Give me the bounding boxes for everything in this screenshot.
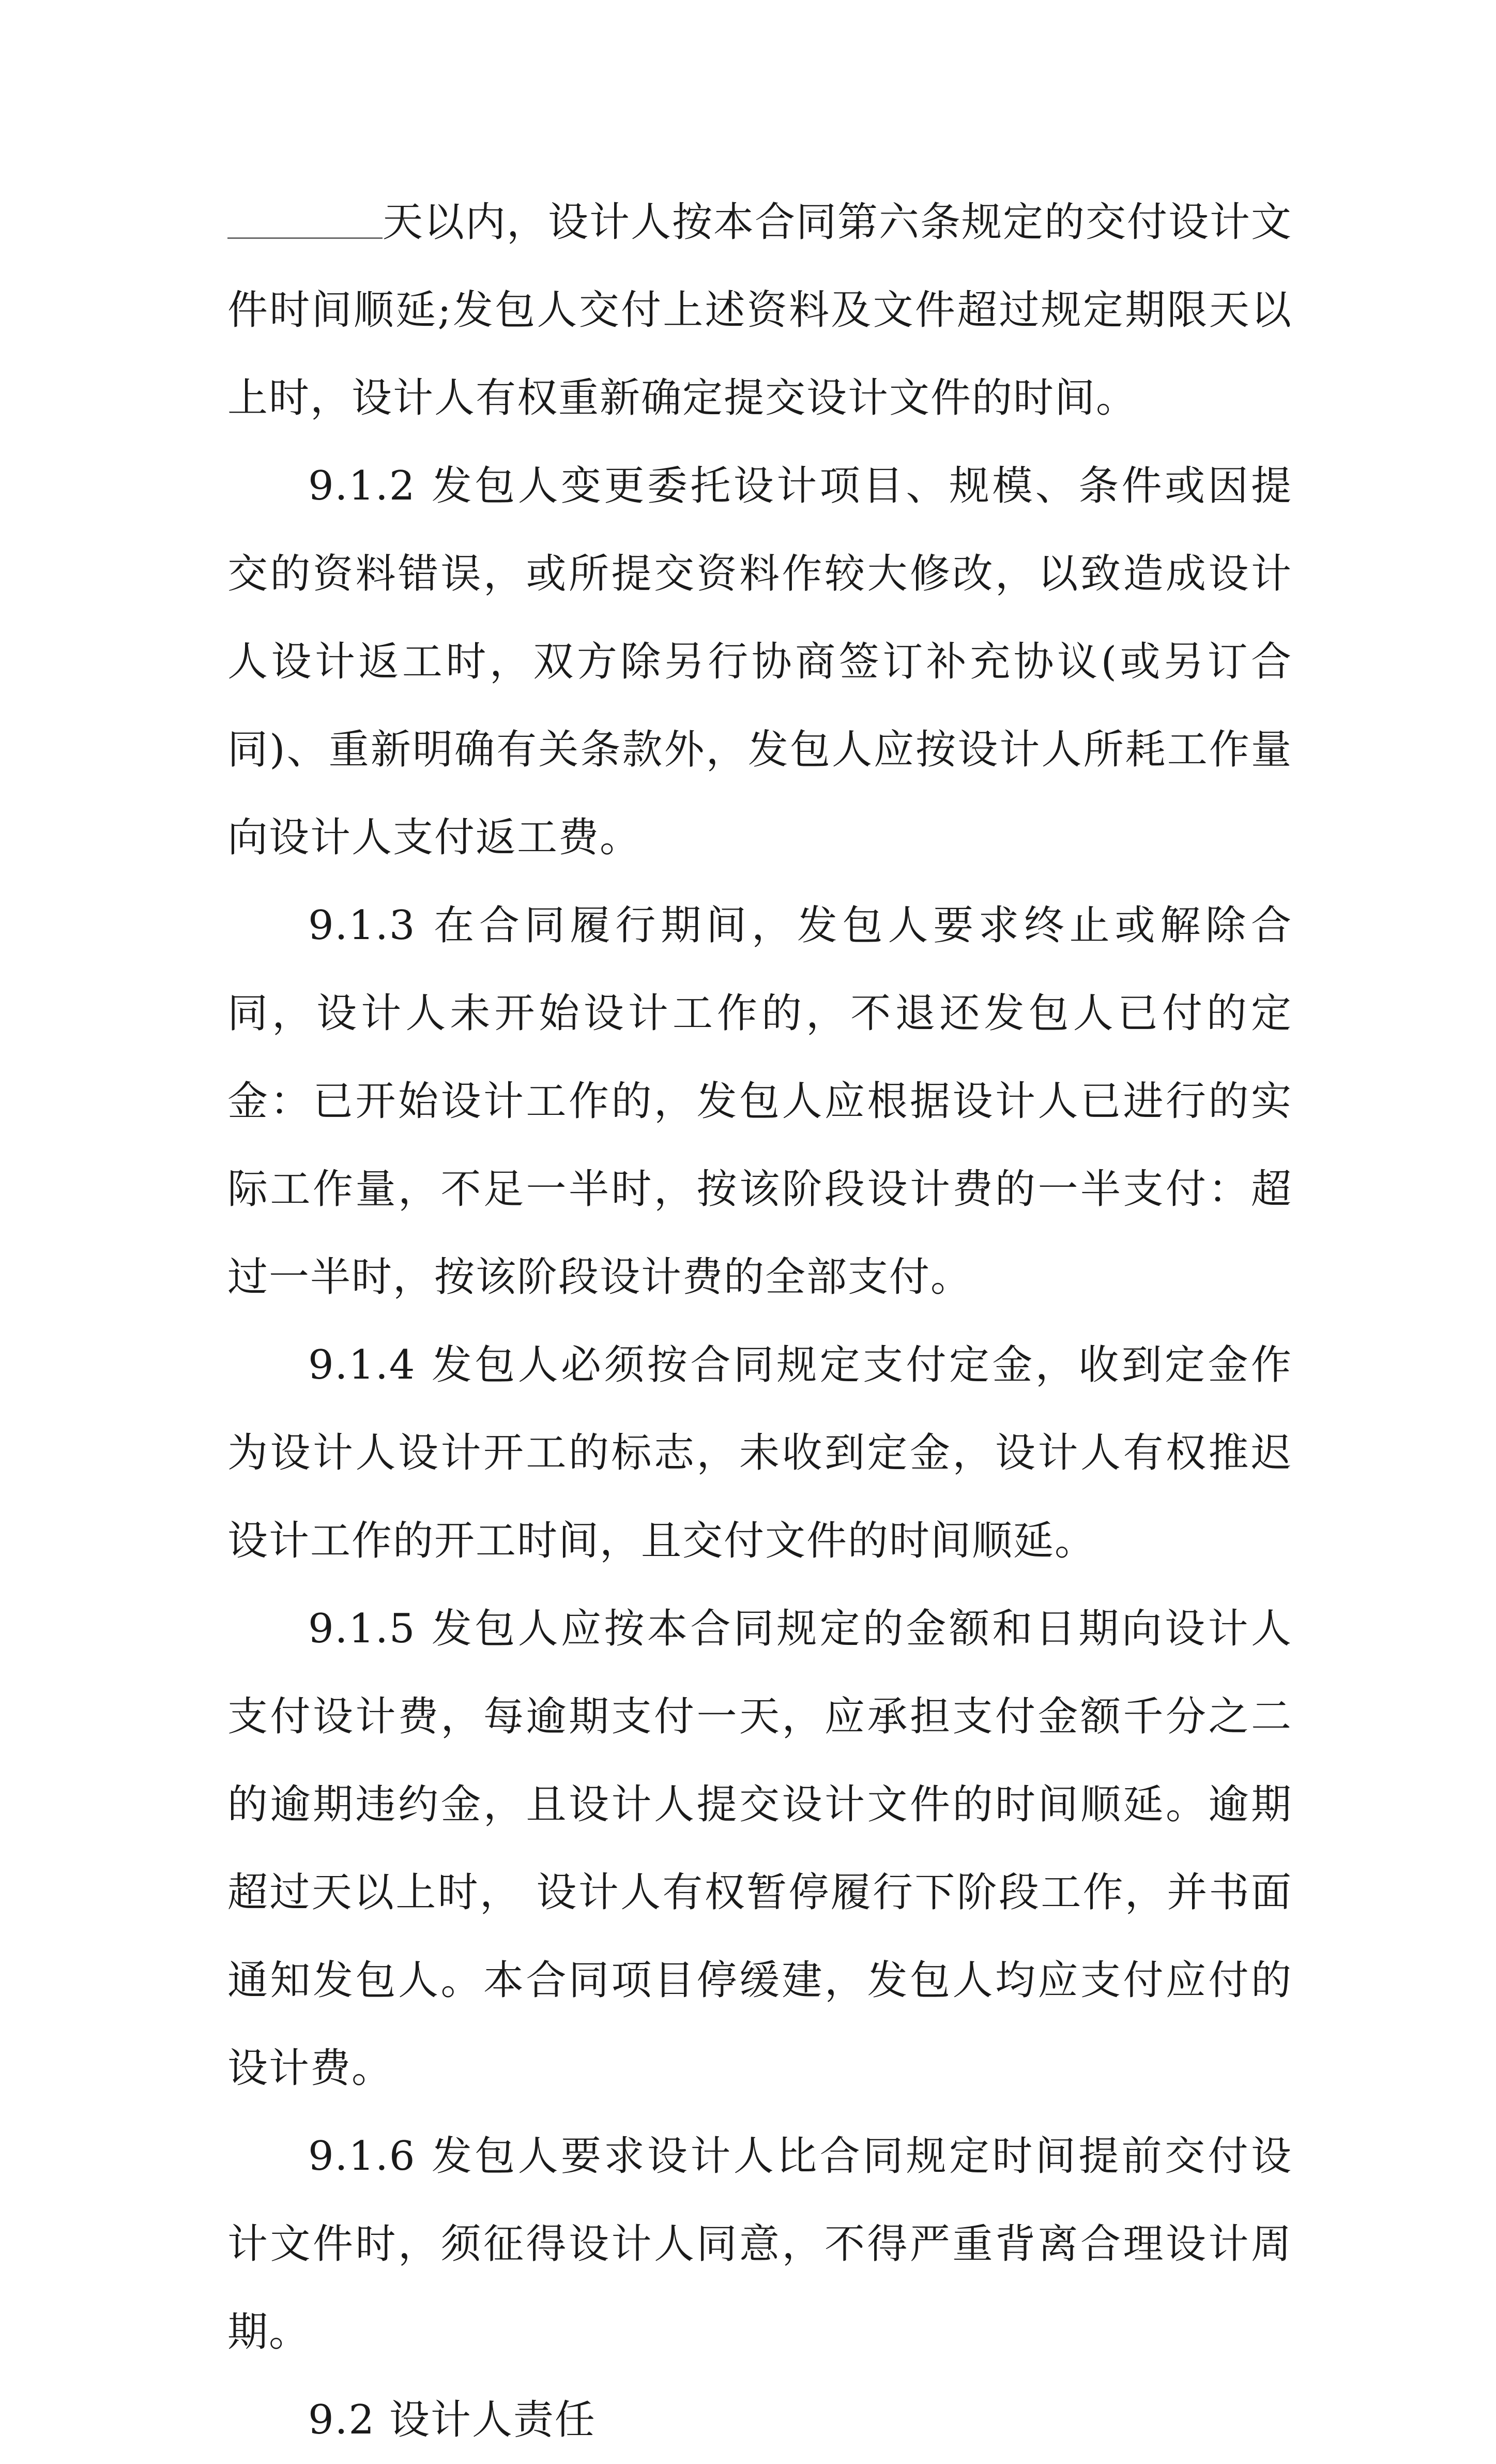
paragraph-text: 9.1.3 在合同履行期间，发包人要求终止或解除合同，设计人未开始设计工作的，不退还发包人已付的定金：已开始设计工作的，发包人应根据设计人已进行的实际工作量，不足一半时，按该阶段设计费的一半支付：超过一半时，按该阶段设计费的全部支付。 bbox=[227, 902, 1292, 1301]
paragraph-text: 9.1.6 发包人要求设计人比合同规定时间提前交付设计文件时，须征得设计人同意，不得严重背离合理设计周期。 bbox=[227, 2133, 1292, 2355]
clause-9-1-6 bbox=[227, 2112, 1292, 2376]
clause-9-1-5 bbox=[227, 1585, 1292, 2112]
clause-9-1-4 bbox=[227, 1321, 1292, 1585]
clause-9-1-2 bbox=[227, 442, 1292, 882]
clause-9-1-3 bbox=[227, 882, 1292, 1321]
paragraph-text: 天以内，设计人按本合同第六条规定的交付设计文件时间顺延;发包人交付上述资料及文件超过规定期限天以上时，设计人有权重新确定提交设计文件的时间。 bbox=[227, 199, 1293, 421]
paragraph-text: 9.2 设计人责任 bbox=[308, 2397, 596, 2443]
paragraph-text: 9.1.4 发包人必须按合同规定支付定金，收到定金作为设计人设计开工的标志，未收到定金，设计人有权推迟设计工作的开工时间，且交付文件的时间顺延。 bbox=[227, 1342, 1292, 1564]
paragraph-text: 9.1.2 发包人变更委托设计项目、规模、条件或因提交的资料错误，或所提交资料作较大修改，以致造成设计人设计返工时，双方除另行协商签订补充协议(或另订合同)、重新明确有关条款外，发包人应按设计人所耗工作量向设计人支付返工费。 bbox=[227, 463, 1292, 861]
fill-in-blank bbox=[227, 197, 383, 239]
section-heading-9-2 bbox=[227, 2376, 1292, 2464]
document-body bbox=[227, 178, 1292, 2464]
paragraph-text: 9.1.5 发包人应按本合同规定的金额和日期向设计人支付设计费，每逾期支付一天，应承担支付金额千分之二的逾期违约金，且设计人提交设计文件的时间顺延。逾期超过天以上时， 设计人有权暂停履行下阶段工作，并书面通知发包人。本合同项目停缓建，发包人均应支付应付的设计费。 bbox=[227, 1606, 1292, 2092]
paragraph-continuation bbox=[227, 178, 1292, 442]
